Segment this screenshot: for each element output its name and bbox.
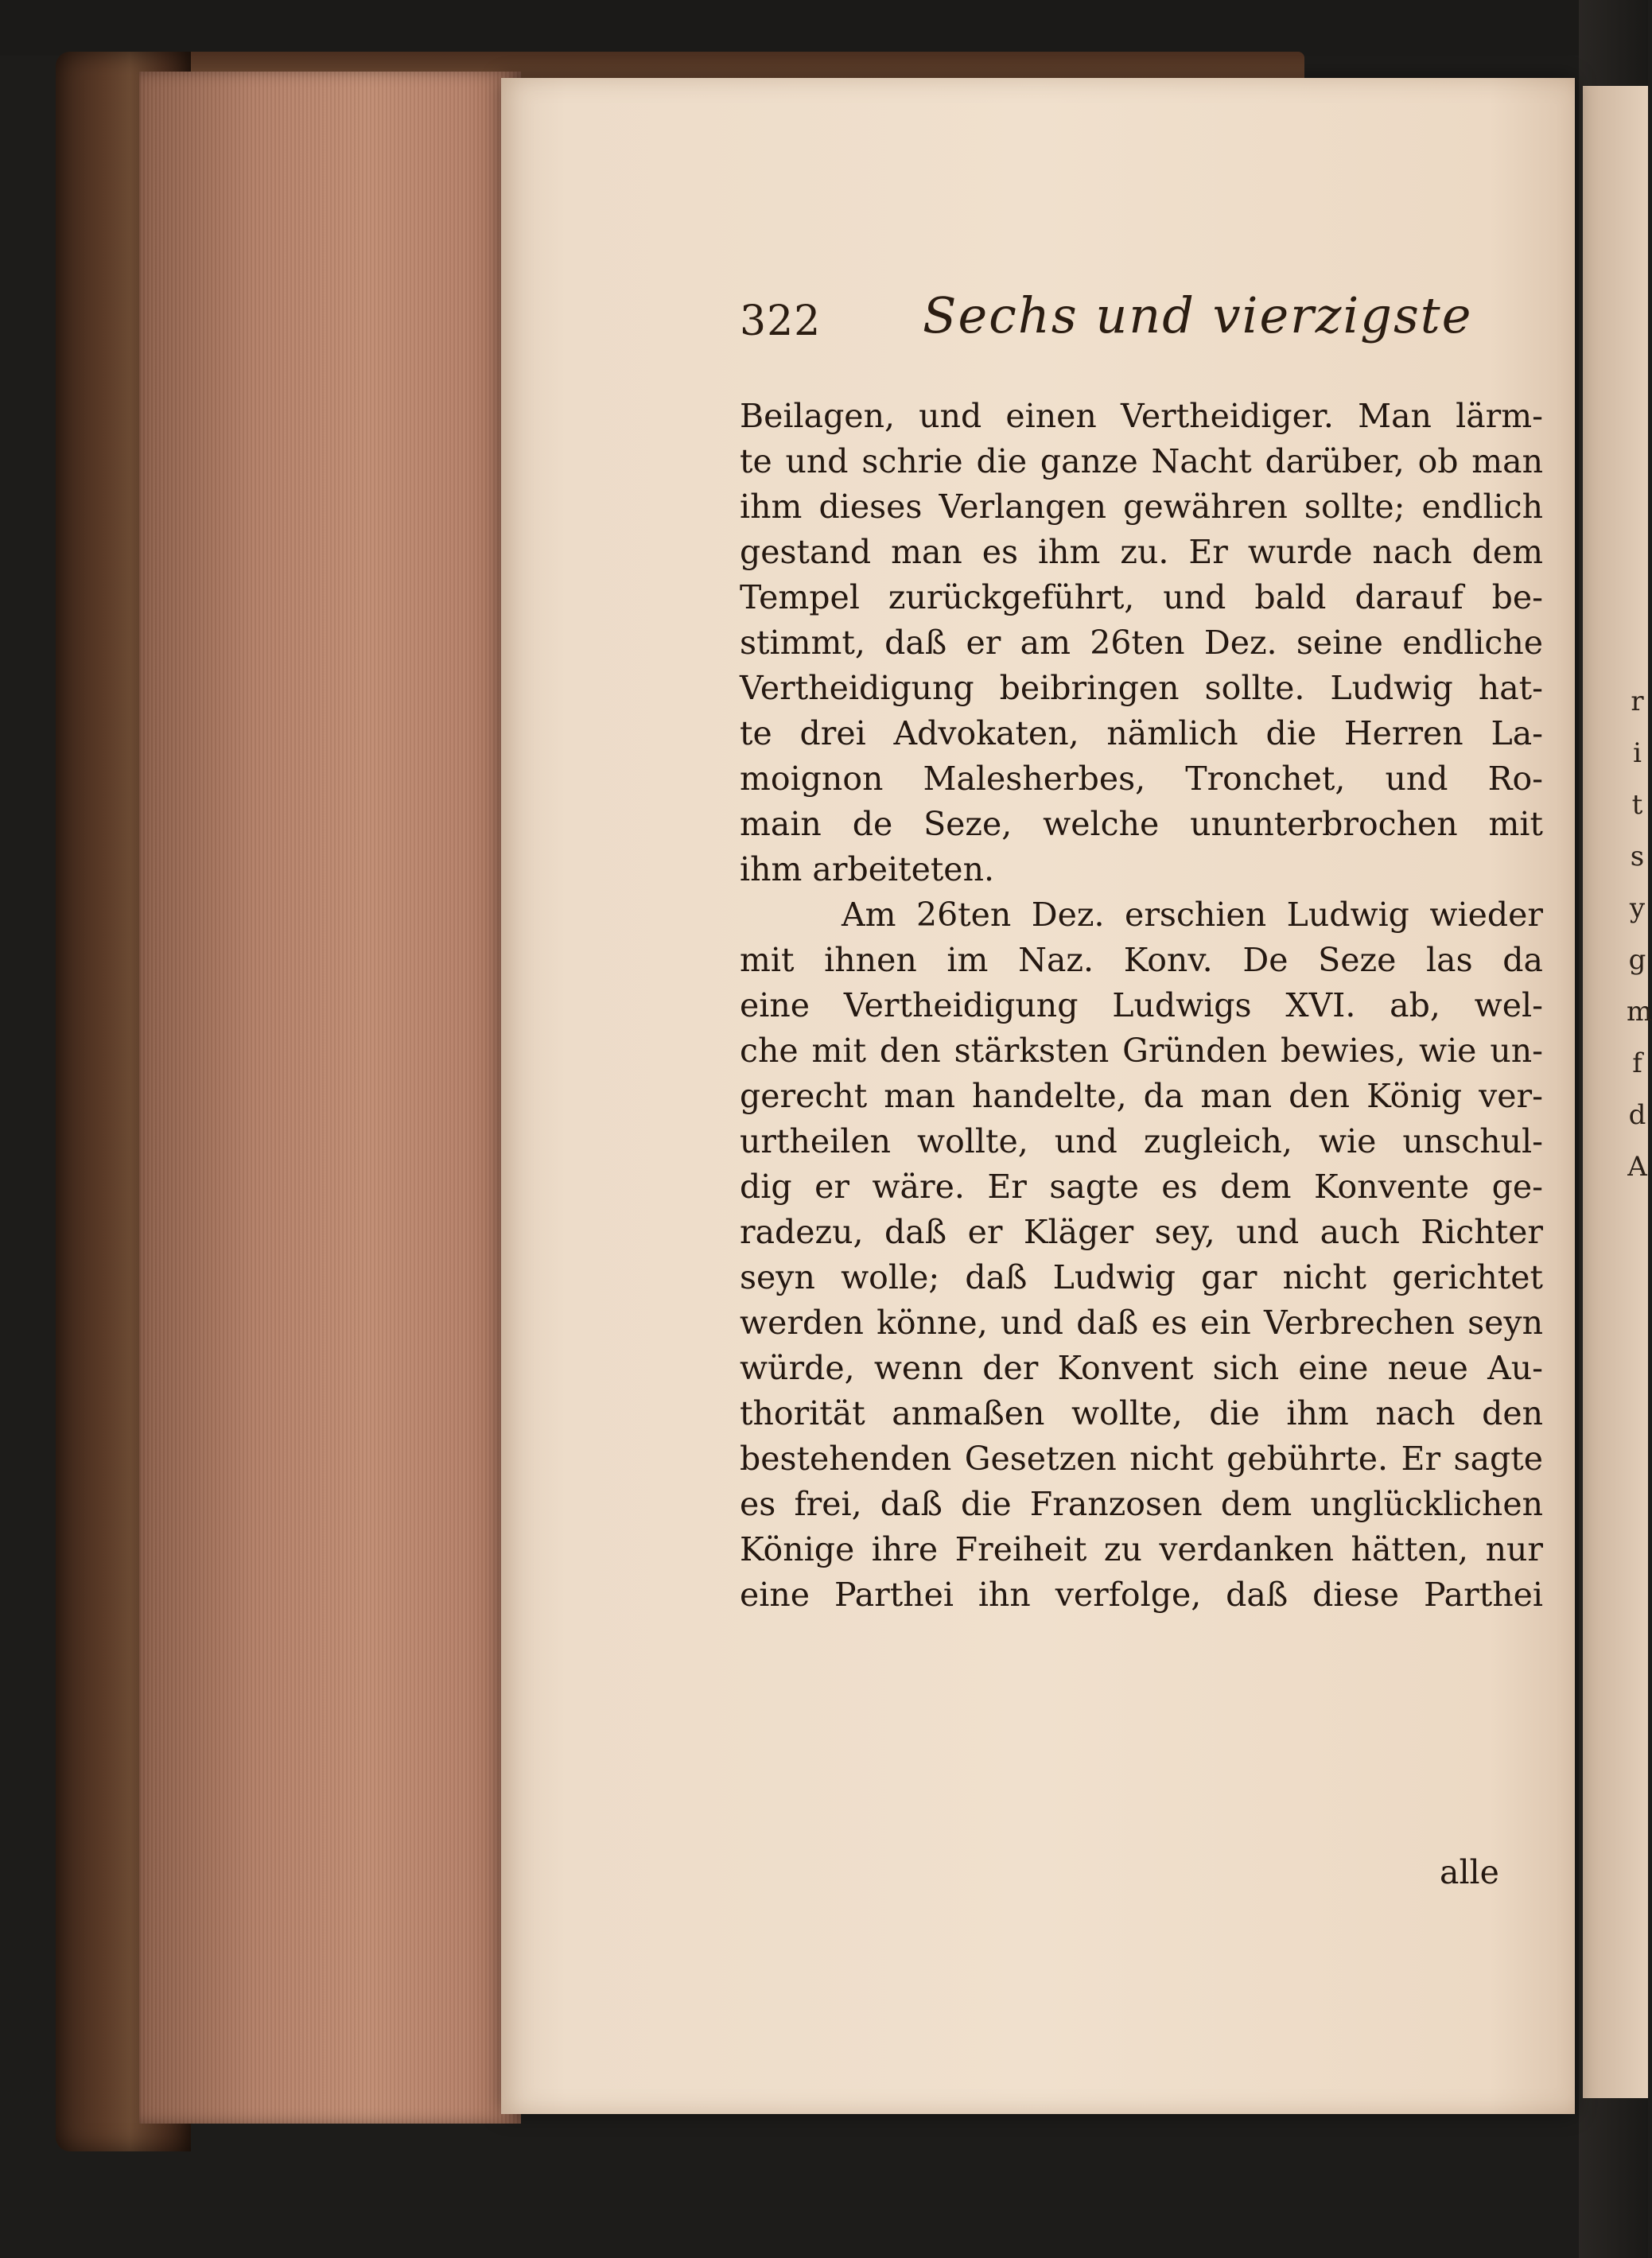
chapter-title: Sechs und vierzigste: [923, 286, 1473, 344]
catchword: alle: [1440, 1853, 1499, 1891]
adjacent-page-text-fragments: [1627, 676, 1652, 1790]
text-line: ihm dieses Verlangen gewähren sollte; endlich: [740, 488, 1543, 526]
text-line: urtheilen wollte, und zugleich, wie unschul-: [740, 1122, 1543, 1160]
fragment: s: [1630, 841, 1645, 872]
text-line: werden könne, und daß es ein Verbrechen seyn: [740, 1304, 1543, 1342]
text-line: radezu, daß er Kläger sey, und auch Richter: [740, 1213, 1543, 1251]
text-line: main de Seze, welche ununterbrochen mit: [740, 805, 1543, 843]
text-line: moignon Malesherbes, Tronchet, und Ro-: [740, 760, 1543, 798]
fragment: d: [1628, 1099, 1646, 1131]
text-line: mit ihnen im Naz. Konv. De Seze las da: [740, 941, 1543, 979]
text-line: ihm arbeiteten.: [740, 850, 995, 888]
text-line: stimmt, daß er am 26ten Dez. seine endliche: [740, 624, 1543, 662]
text-line: che mit den stärksten Gründen bewies, wie un-: [740, 1032, 1543, 1070]
fragment: m: [1627, 996, 1652, 1028]
text-line: eine Parthei ihn verfolge, daß diese Parthei: [740, 1576, 1543, 1614]
fragment: i: [1633, 737, 1642, 769]
page-number: 322: [740, 297, 822, 345]
text-line: gestand man es ihm zu. Er wurde nach dem: [740, 533, 1543, 571]
fragment: y: [1629, 892, 1646, 924]
text-line: Könige ihre Freiheit zu verdanken hätten, nur: [740, 1530, 1543, 1568]
text-line: dig er wäre. Er sagte es dem Konvente ge-: [740, 1168, 1543, 1206]
text-line: gerecht man handelte, da man den König ver-: [740, 1077, 1543, 1115]
text-line: Tempel zurückgeführt, und bald darauf be-: [740, 578, 1543, 616]
fragment: A: [1627, 1151, 1647, 1183]
text-line: thorität anmaßen wollte, die ihm nach den: [740, 1394, 1543, 1432]
text-line: es frei, daß die Franzosen dem unglücklichen: [740, 1485, 1543, 1523]
page-block-edges: [139, 72, 521, 2124]
text-line: te und schrie die ganze Nacht darüber, ob man: [740, 442, 1543, 480]
fragment: r: [1631, 686, 1644, 717]
running-head: [740, 286, 1535, 358]
text-line: würde, wenn der Konvent sich eine neue Au-: [740, 1349, 1543, 1387]
fragment: g: [1628, 944, 1646, 976]
text-line: Beilagen, und einen Vertheidiger. Man lärm-: [740, 397, 1543, 435]
text-line: bestehenden Gesetzen nicht gebührte. Er sagte: [740, 1440, 1543, 1478]
text-line: te drei Advokaten, nämlich die Herren La-: [740, 714, 1543, 752]
fragment: f: [1632, 1047, 1642, 1079]
fragment: t: [1631, 789, 1643, 821]
body-text: [740, 394, 1543, 1618]
text-line: seyn wolle; daß Ludwig gar nicht gerichtet: [740, 1258, 1543, 1296]
text-line: eine Vertheidigung Ludwigs XVI. ab, wel-: [740, 986, 1543, 1024]
background-top: [0, 0, 1648, 56]
text-line: Am 26ten Dez. erschien Ludwig wieder: [842, 896, 1543, 934]
text-line: Vertheidigung beibringen sollte. Ludwig hat-: [740, 669, 1543, 707]
